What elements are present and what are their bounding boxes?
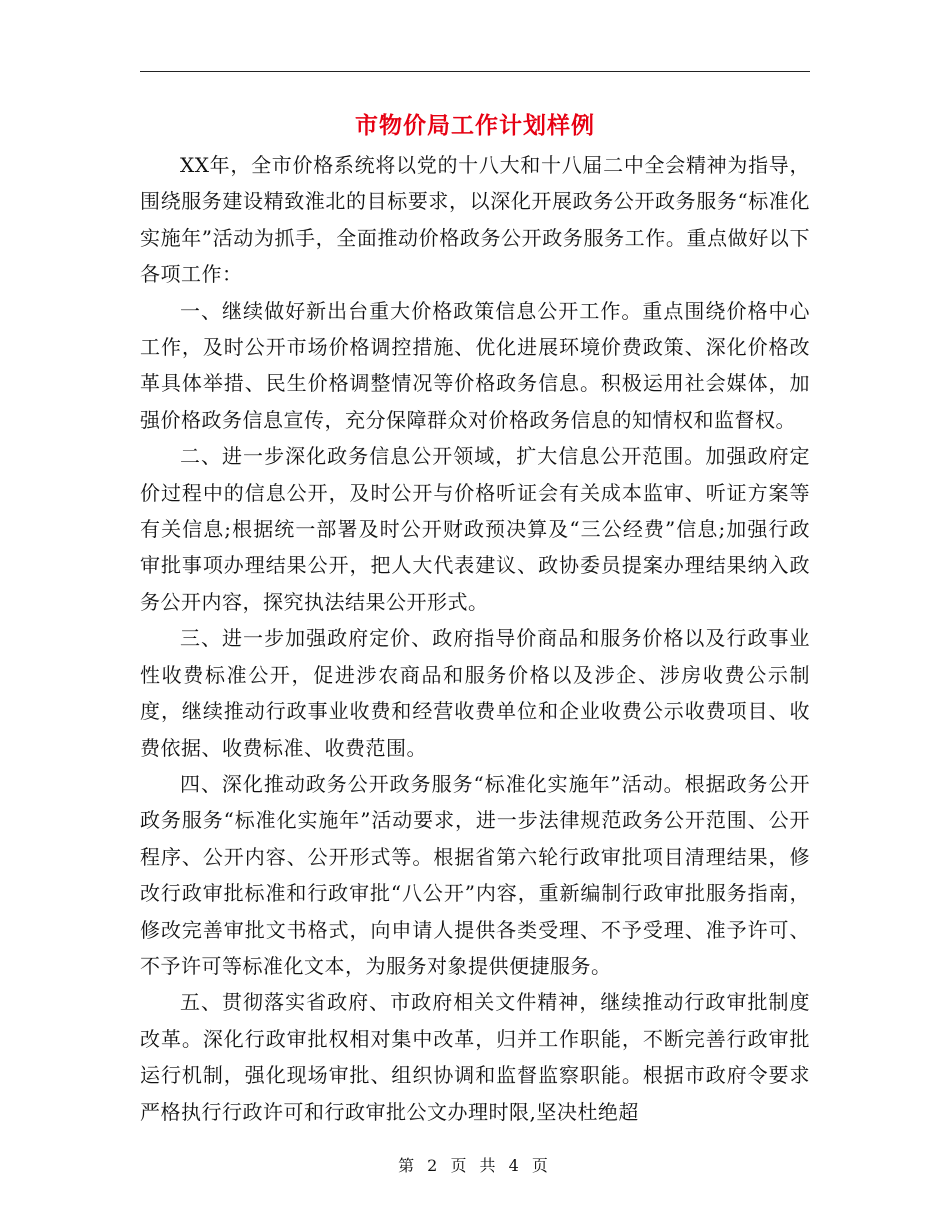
- paragraph-item-1: 一、继续做好新出台重大价格政策信息公开工作。重点围绕价格中心工作，及时公开市场价格调控措施、优化进展环境价费政策、深化价格改革具体举措、民生价格调整情况等价格政务信息。积极运用社会媒体，加强价格政务信息宣传，充分保障群众对价格政务信息的知情权和监督权。: [140, 298, 810, 432]
- document-body: [140, 147, 810, 1130]
- page-number: 第 2 页 共 4 页: [398, 1156, 552, 1175]
- paragraph-item-4: 四、深化推动政务公开政务服务“标准化实施年”活动。根据政务公开政务服务“标准化实施年”活动要求，进一步法律规范政务公开范围、公开程序、公开内容、公开形式等。根据省第六轮行政审批项目清理结果，修改行政审批标准和行政审批“八公开”内容，重新编制行政审批服务指南，修改完善审批文书格式，向申请人提供各类受理、不予受理、准予许可、不予许可等标准化文本，为服务对象提供便捷服务。: [140, 771, 810, 978]
- header-rule: [140, 71, 810, 72]
- paragraph-item-5: 五、贯彻落实省政府、市政府相关文件精神，继续推动行政审批制度改革。深化行政审批权相对集中改革，归并工作职能，不断完善行政审批运行机制，强化现场审批、组织协调和监督监察职能。根据市政府令要求严格执行行政许可和行政审批公文办理时限,坚决杜绝超: [140, 990, 810, 1124]
- paragraph-item-2: 二、进一步深化政务信息公开领域，扩大信息公开范围。加强政府定价过程中的信息公开，及时公开与价格听证会有关成本监审、听证方案等有关信息;根据统一部署及时公开财政预决算及“三公经费”信息;加强行政审批事项办理结果公开，把人大代表建议、政协委员提案办理结果纳入政务公开内容，探究执法结果公开形式。: [140, 444, 810, 614]
- paragraph-intro: XX年，全市价格系统将以党的十八大和十八届二中全会精神为指导，围绕服务建设精致淮北的目标要求，以深化开展政务公开政务服务“标准化实施年”活动为抓手，全面推动价格政务公开政务服务工作。重点做好以下各项工作：: [140, 153, 810, 287]
- paragraph-item-3: 三、进一步加强政府定价、政府指导价商品和服务价格以及行政事业性收费标准公开，促进涉农商品和服务价格以及涉企、涉房收费公示制度，继续推动行政事业收费和经营收费单位和企业收费公示收费项目、收费依据、收费标准、收费范围。: [140, 626, 810, 760]
- document-title: 市物价局工作计划样例: [355, 112, 595, 139]
